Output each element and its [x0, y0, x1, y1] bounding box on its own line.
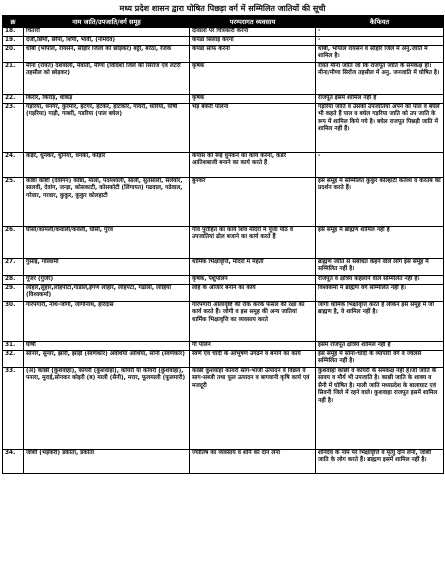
row-remarks-cell: शनिदेव के नाम पर भिक्षावृत्ति व मृत्यु दान लेना, जोशी जाति के लोग करते हैं। ब्राह्मण इसमें शामिल नहीं है। [316, 450, 444, 474]
row-occupation-cell: गौ पालन [190, 342, 316, 351]
row-caste-name-cell: घोषी [24, 342, 190, 351]
row-serial-cell: 33. [3, 368, 24, 450]
row-caste-name-cell: कड़ेरे, धुनकर, धुनिया, धनका, कोड़ार [24, 153, 190, 178]
row-serial-cell: 27. [3, 259, 24, 276]
row-occupation-cell: स्वर्ण एवं चांदी के आभूषण उगढने व बनाने का कार्य [190, 351, 316, 368]
row-serial-cell: 25. [3, 178, 24, 227]
table-row [3, 351, 444, 368]
row-serial-cell: 24. [3, 153, 24, 178]
row-caste-name-cell: सोनार, सुनार, झारी, झाड़ी (स्वर्णकार) अवधिया ओधिया, सोनी (स्वर्णकार) [24, 351, 190, 368]
table-row [3, 63, 444, 95]
row-occupation-cell: भेड़ बकरी पालना [190, 104, 316, 153]
row-remarks-cell: रावत मीना जाति जो कि राजपूत जाति के समकक्ष हो। मीना/मीणा सिरोंज तहसील में अनु. जनजाति में घोषित है। [316, 63, 444, 95]
row-remarks-cell: इस समूह में सम्मिलित कुकुर कोल्हाटी कर्तव्य व करतब का प्रदर्शन करते हैं। [316, 178, 444, 227]
table-row [3, 37, 444, 46]
table-body [3, 28, 444, 474]
row-serial-cell: 20. [3, 46, 24, 63]
row-caste-name-cell: जोशी (भड़करी) डकोता, डकोता [24, 450, 190, 474]
row-caste-name-cell: चितारी [24, 28, 190, 37]
row-remarks-cell: - [316, 153, 444, 178]
row-occupation-cell: कृषक [190, 95, 316, 104]
row-remarks-cell: विश्वकर्मा में ब्राह्मण वर्ग सम्मिलित नहीं है। [316, 285, 444, 302]
table-row [3, 302, 444, 342]
table-row [3, 450, 444, 474]
table-row [3, 153, 444, 178]
row-occupation-cell: धार्मिक भिक्षावृत्ति, मंदिरों में महंती [190, 259, 316, 276]
row-occupation-cell: गांव पुरोहित का कार्य शिव मंदिरों में पूजा पाठ व उपजातियां ढोल बजाने का कार्य करते हैं [190, 227, 316, 259]
row-remarks-cell: इसमें राजपूत क्षत्रिय शामिल नहीं हैं [316, 342, 444, 351]
row-remarks-cell: इस समूह में ब्राह्मण शामिल नहीं हैं [316, 227, 444, 259]
table-row [3, 368, 444, 450]
table-row [3, 104, 444, 153]
row-remarks-cell: - [316, 28, 444, 37]
row-occupation-cell: गारपगारी ओलावृष्टि की रोक करके फसल की रक्षा का कार्य करते हैं। जोगी व इस समूह की अन्य जातियां धार्मिक भिक्षावृत्ति का व्यवसाय करते [190, 302, 316, 342]
row-serial-cell: 23. [3, 104, 24, 153]
row-serial-cell: 26. [3, 227, 24, 259]
row-occupation-cell: कृषक [190, 63, 316, 95]
row-caste-name-cell: धोबी (भोपाल, रायसेन, सीहोर जिलों को छोड़कर) बट्टी, बरेठा, रजक [24, 46, 190, 63]
header-row [3, 16, 444, 28]
row-occupation-cell: कपडा साफ करना [190, 46, 316, 63]
row-remarks-cell: ब्राह्मण जाति से संबंधित कहने वाले लोग इस समूह में सम्मिलित नहीं है। [316, 259, 444, 276]
caste-list-table [2, 15, 444, 474]
row-serial-cell: 32. [3, 351, 24, 368]
row-serial-cell: 19. [3, 37, 24, 46]
header-serial: क्र [3, 16, 24, 28]
row-caste-name-cell: कोष्टा कोष्टी (देवांगन) कोष्ठा, माला, पदमशाली, साली, सुतसाली, सलेवार, सालवी, देवांग, जन्ड़ा, कोसकाटी, कोसकोटी (लिंगायत) गढवाल, गढेवाल, गरेवार, गरवार, कुकुर, कुकुर कोलहाटी [24, 178, 190, 227]
row-occupation-cell: लोहे के औजार बनाने का कार्य [190, 285, 316, 302]
table-row [3, 259, 444, 276]
row-caste-name-cell: गड़रिया, धनगर, कुरमार, हटगर, हटकर, हाटकार, गायरी, धारिया, घोषी (गड़रिया) गाड़ी, गाबरी, गडरिया (पाल बघेल) [24, 104, 190, 153]
table-row [3, 46, 444, 63]
row-caste-name-cell: गारपगारी, नाथ-जोगी, जोगीनाथ, हरिदास [24, 302, 190, 342]
row-caste-name-cell: गुसाई, गोस्वामी [24, 259, 190, 276]
table-row [3, 285, 444, 302]
row-remarks-cell: राजपूत इसमें शामिल नहीं है [316, 95, 444, 104]
row-serial-cell: 21. [3, 63, 24, 95]
row-serial-cell: 30. [3, 302, 24, 342]
row-occupation-cell: बुनकर [190, 178, 316, 227]
row-caste-name-cell: लोहार,लुहार,लोहपीटा,गाडोले,ईगण लोहार, लोहपटा, गढोला, लोहिया (विश्वकर्मा) [24, 285, 190, 302]
row-serial-cell: 34. [3, 450, 24, 474]
table-row [3, 28, 444, 37]
row-serial-cell: 18. [3, 28, 24, 37]
row-occupation-cell: दीवालों पर चित्रकारी करना [190, 28, 316, 37]
table-row [3, 276, 444, 285]
header-caste-name: नाम जाति/उपजाति/वर्ग समूह [24, 16, 190, 28]
table-row [3, 227, 444, 259]
row-remarks-cell: - [316, 37, 444, 46]
row-remarks-cell: इस समूह में सोना-चांदी के व्यापारी वर्ग व ज्वेलर्स सम्मिलित नहीं है। [316, 351, 444, 368]
row-remarks-cell: धोबी, भोपाल रायसेन व सीहोर जिले में अनु.जाति में शामिल है। [316, 46, 444, 63]
row-remarks-cell: राजपूत व क्षत्रिय कहलाने वाले सम्मिलित नहीं है। [316, 276, 444, 285]
header-occupation: परम्परागत व्यवसाय [190, 16, 316, 28]
row-serial-cell: 28. [3, 276, 24, 285]
row-caste-name-cell: (अ) काछी (कुशवाहा), कोयरी (कुशवाहा), कोयरी या कोयरी (कुशवाहा), पनारा, मुराई,सोनकर कोइरी (ब) माली (सैनी), मरार, फूलमाली (फूलमारी) [24, 368, 190, 450]
row-caste-name-cell: घोसी/कामली/कवाली/कंवली, घोसी, गुरव [24, 227, 190, 259]
table-row [3, 95, 444, 104]
table-row [3, 342, 444, 351]
page-title: मध्य प्रदेश शासन द्वारा घोषित पिछड़ा वर्ग में सम्मिलित जातियों की सूची [119, 4, 326, 13]
row-serial-cell: 29. [3, 285, 24, 302]
table-header [3, 16, 444, 28]
row-occupation-cell: कपडा सिलाई करना [190, 37, 316, 46]
table-row [3, 178, 444, 227]
header-remarks: कैफियत [316, 16, 444, 28]
row-occupation-cell: ज्योतिष का व्यवसाय व शनि का दान लेना [190, 450, 316, 474]
row-occupation-cell: काछी कुशवाहा कोयरी साग-भाजी उत्पादन व विक्रय व साग-सब्जी तथा फूल उत्पादन व बागवानी कृषि कार्य एवं मजदूरी [190, 368, 316, 450]
row-caste-name-cell: किरार, किराड़, धाकड़ [24, 95, 190, 104]
row-caste-name-cell: गूजर (गुर्जर) [24, 276, 190, 285]
row-caste-name-cell: दर्जी,छिपी, छीपा, शिपी, भावी, (नामदेव) [24, 37, 190, 46]
row-remarks-cell: कुशवाहा काछी व कोयरी के समकक्ष नहीं है।जो जाति के सावय व मौर्य भी उपजाति है। काछी जाति के शाक्य व सैनी में घोषित है। माली जाति मध्यप्रदेश के बालाघाट एवं सिवनी जिले में रहने वाले। कुशवाहा राजपूत इसमें शामिल नहीं है। [316, 368, 444, 450]
row-remarks-cell: जोगी धार्मिक भिक्षावृत्ति करते हैं लेकिन इस समूह में जो ब्राह्मण है, वे शामिल नहीं है। [316, 302, 444, 342]
row-occupation-cell: कृषक, पशुपालन [190, 276, 316, 285]
row-remarks-cell: गड़रिया जाति व उसकी उपजातियां अपने को पाल व बघेले भी कहते हैं पाल व बघेल गड़रिया जाति को उप जाति के रूप में शामिल किये गये है। बघेल राजपूत पिछड़ी जाति में शामिल नहीं हैं। [316, 104, 444, 153]
row-serial-cell: 22. [3, 95, 24, 104]
row-occupation-cell: कपास की रूई धुनकने का कार्य करना, कडेरे आतिशबाजी बनाने का कार्य करते हैं [190, 153, 316, 178]
row-caste-name-cell: मीना (रावत) देशवाली, मेवाती, मीणा (विदिशा जिले की सिरोंज एवं लटेरी तहसील को छोड़कर) [24, 63, 190, 95]
row-serial-cell: 31. [3, 342, 24, 351]
